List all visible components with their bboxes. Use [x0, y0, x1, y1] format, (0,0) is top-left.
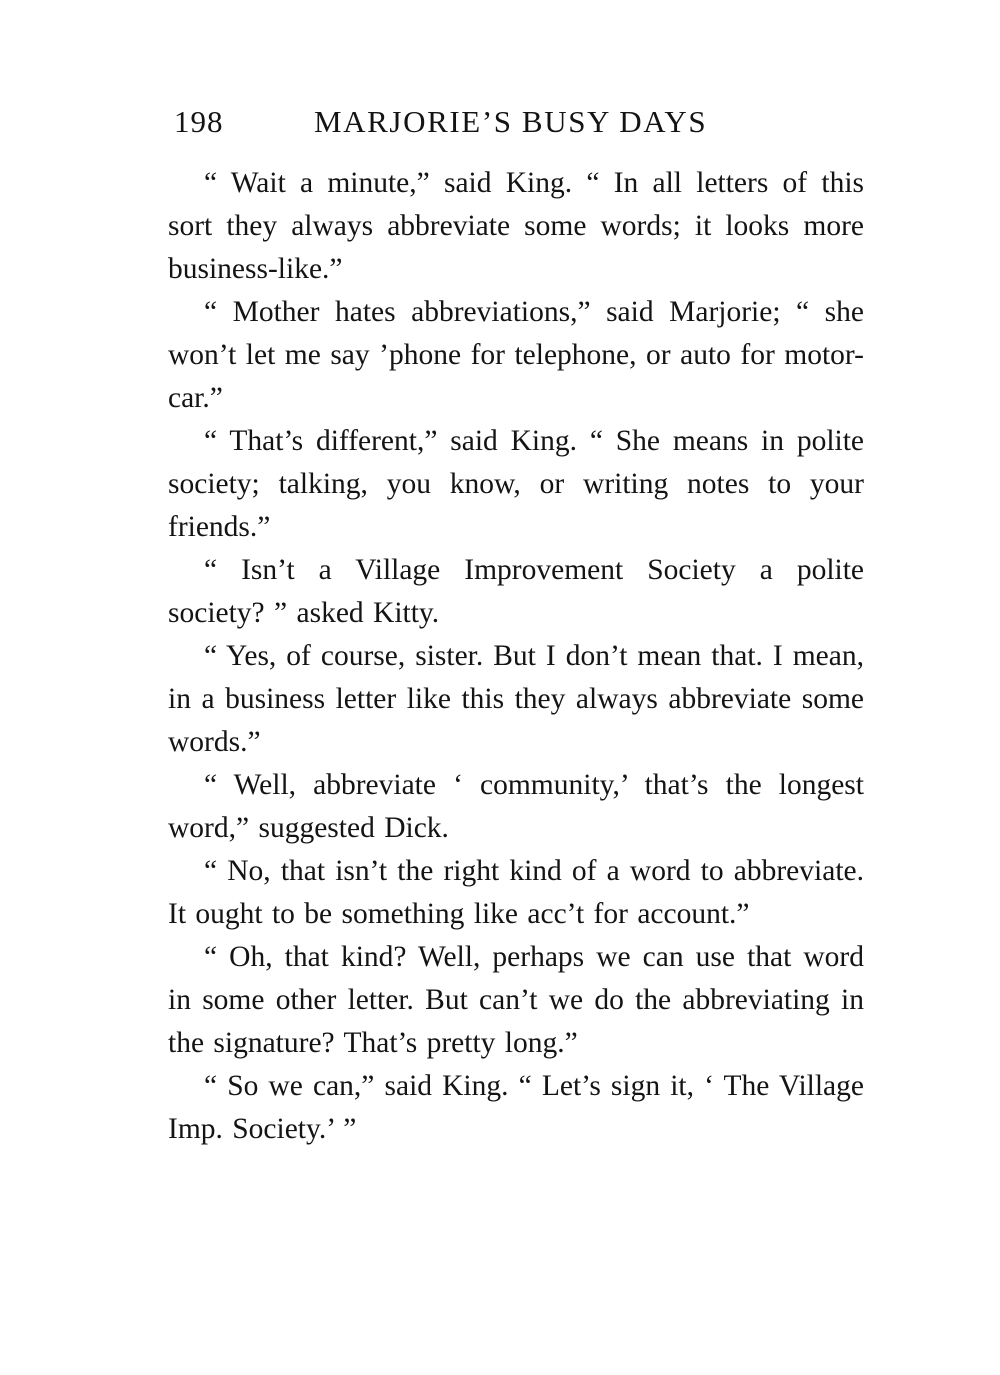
running-head: MARJORIE’S BUSY DAYS: [314, 104, 708, 139]
paragraph: “ Oh, that kind? Well, perhaps we can use that word in some other letter. But can’t we do the abbreviating in the signature? That’s pretty long.”: [168, 941, 864, 1059]
paragraph: “ So we can,” said King. “ Let’s sign it, ‘ The Village Imp. Society.’ ”: [168, 1070, 864, 1145]
page-header: [174, 100, 874, 144]
body-text: [168, 162, 864, 1151]
paragraph: “ No, that isn’t the right kind of a word to abbreviate. It ought to be something like acc’t for account.”: [168, 855, 864, 930]
paragraph: “ Well, abbreviate ‘ community,’ that’s the longest word,” suggested Dick.: [168, 769, 864, 844]
paragraph: “ Wait a minute,” said King. “ In all letters of this sort they always abbreviate some words; it looks more business-like.”: [168, 167, 864, 285]
page-number: 198: [174, 104, 224, 139]
paragraph: “ Mother hates abbreviations,” said Marjorie; “ she won’t let me say ’phone for telephone, or auto for motor-car.”: [168, 296, 864, 414]
paragraph: “ Isn’t a Village Improvement Society a polite society? ” asked Kitty.: [168, 554, 864, 629]
paragraph: “ That’s different,” said King. “ She means in polite society; talking, you know, or writing notes to your friends.”: [168, 425, 864, 543]
paragraph: “ Yes, of course, sister. But I don’t mean that. I mean, in a business letter like this they always abbreviate some words.”: [168, 640, 864, 758]
